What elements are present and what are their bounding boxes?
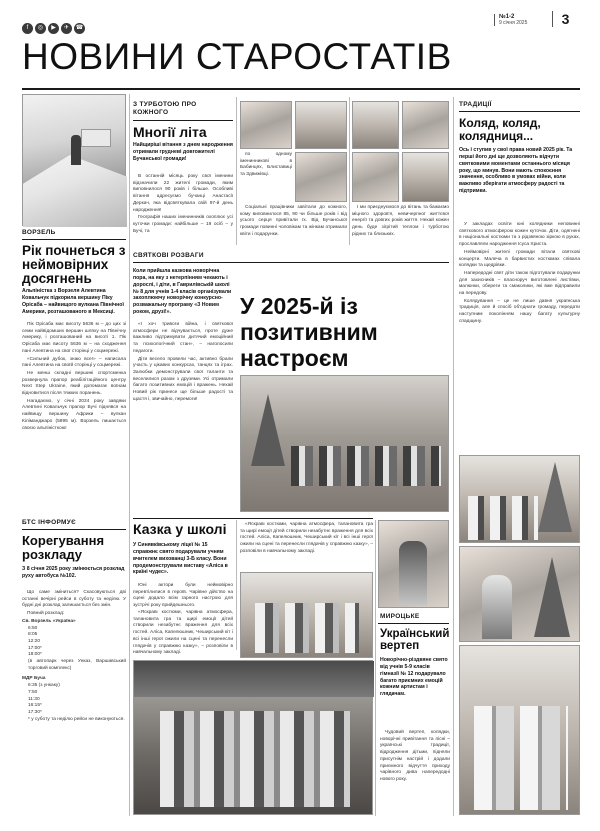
vertep-photo-1 (378, 520, 449, 608)
page-number: 3 (552, 11, 578, 27)
lead-traditions: Ось і ступив у свої права новий 2025 рік. Та перші його дні ще дозволяють відчути святковими моментами останнього місяця року, що минув. Вони мають спокоєння значення, особливо в умовах війни, коли важливо зберігати атмосферу радості та підтримки. (459, 147, 573, 195)
schedule-b-title: МДР Буча (22, 676, 46, 682)
schedule-time: 6:50 (28, 625, 38, 631)
mountain-climber-photo (22, 94, 126, 226)
header-rule (22, 88, 580, 90)
elder-photo-1 (240, 101, 292, 149)
column-divider (375, 520, 376, 816)
elder-photo-2 (295, 101, 347, 149)
snow-peak (23, 155, 127, 227)
paragraph: Пік Орісаба має висоту 5636 м – до цих зі семи найвідомших вершин шляху на Північну Америку, і розташований на висоті 1. Пік Орісаба має висоту 5636 м – на сходження пані Алевтина на свої сторінці у соцмережі. (22, 322, 126, 354)
paragraph: І ми приєднуємося до вітань та бажаємо міцного здоров'я, невичерпної життєвої енергії та довгих років життя. Нехай кожен день буде зігрітий теплом і турботою рідних та близьких. (352, 205, 449, 237)
section-rule (133, 518, 373, 519)
body-care-col1 (133, 174, 233, 236)
christmas-tree (251, 394, 285, 466)
social-icons-row (22, 16, 87, 34)
headline-myrotske: Український вертеп (380, 628, 450, 653)
headline-holiday: У 2025-й із позитивним настроєм (240, 293, 378, 371)
viber-icon[interactable]: ☎ (74, 23, 85, 34)
alice-play-photo-2 (133, 660, 373, 815)
body-school (133, 583, 233, 611)
elder-photo-4 (352, 101, 399, 149)
schedule-time: 7:50 (28, 689, 38, 695)
issue-number: №1-2 (499, 14, 515, 20)
schedule-time: 8:05 (28, 632, 38, 638)
body-btc (22, 590, 126, 723)
actors-row (255, 603, 359, 653)
carolers-photo-1 (459, 455, 580, 543)
section-rule (22, 529, 126, 530)
body-school-b (133, 610, 233, 654)
lead-vorzel: Альпіністка з Ворзеля Алевтина Ковальчук підкорила вершину Піку Орісаба – найвищого вулкана Північної Америки, розташованого в Мексиці. (22, 288, 124, 315)
page-title: НОВИНИ СТАРОСТАТІВ (22, 36, 452, 77)
carolers-photo-3 (459, 645, 580, 815)
schedule-time: 17:30* (28, 709, 42, 715)
paragraph: Чудовий вертеп, колядки, новорічні привітання та пісні – українські традиції, відродження дітьми, підняли присутнім настрій і додали приємного відчуття приходу чарівного дива напередодні нового року. (380, 730, 450, 782)
headline-care: Многії літа (133, 124, 207, 140)
flag (81, 129, 111, 147)
body-vorzel (22, 322, 126, 433)
schedule-time: 12:20 (28, 638, 41, 644)
issue-box (494, 14, 542, 26)
lead-myrotske: Новорічно-різдвяне свято від учнів 5-9 класів гімназії № 12 подарувало багато приємних емоцій кожним артистам і глядачам. (380, 657, 448, 698)
carolers-group (468, 496, 538, 540)
elder-photo-7 (402, 152, 449, 202)
elder-photo-5 (402, 101, 449, 149)
actors-group (160, 711, 350, 807)
lead-care: Найщиріші вітання з днем народження отримали грудневі довгожителі Бучанської громади! (133, 142, 233, 162)
issue-date: 9 січня 2025 (499, 20, 528, 26)
section-rule (133, 120, 233, 121)
paragraph: по одному іменинникові в Бабинцях, Блиставиці та Здвижівці. (240, 152, 292, 178)
elder-photo-3 (295, 152, 347, 202)
paragraph: Не менш складні вершині спортсменка розвернула прапор реабілітаційного центру Next Step Ukraine, який допомагає воїнам відновитися після тяжких поранень. (22, 370, 126, 397)
headline-btc: Корегування розкладу (22, 533, 105, 562)
schedule-time: 6:35 (з ункаку) (28, 683, 60, 689)
curtain (134, 661, 374, 697)
schedule-time: 16:15* (28, 703, 42, 709)
column-divider (453, 97, 454, 816)
paragraph: «Яскраві костюми, чарівна атмосфера, талановита гра та щирі емоції дітей створили незабутнє враження для всіх гостей. Аліса, Капелюшник, Чеширський кіт і всі інші герої ожили на сцені та перенесли глядачів у справжню казку», – розповіли в навчальному закладі. (133, 610, 233, 654)
paragraph: Соціальні працівники завітали до кожного, кому виповнилося 85, 90 чи більше років і від усього серця привітали їх. Від Бучанської громади повинні чоловікам та жінкам отримали квіти і подарунки. (240, 205, 347, 237)
headline-school: Казка у школі (133, 521, 227, 537)
costumed-child (399, 541, 427, 605)
section-label-traditions: ТРАДИЦІЇ (459, 101, 492, 108)
paragraph: Неймовірні жителі громади вітали святкові концерти. Малеча в барвистих костюмах співала колядки та щедрівки. (459, 249, 580, 269)
paragraph: У закладах освіти юні колядники неповинні святкового атмосферою кожен куточок. Діти, одягнені в національні костюми та з рідзвяною зіркою в руках, прославляли народження Ісуса Христа. (459, 222, 580, 248)
paragraph: Юні актори були неймовірно перевтілилися в героїв. Чарівне дійство на сцені додало всім гарного настрою для зустрічі року прийдешнього. (133, 583, 233, 609)
schedule-a-title: Св. Ворзель «Україна» (22, 618, 76, 624)
alice-play-photo-1 (240, 572, 373, 658)
section-rule (378, 623, 449, 624)
paragraph: Колядування – це не лише давня українська традиція, але й спосіб об'єднати громаду, передати наступним поколінням нашу багату культурну спадщину. (459, 298, 580, 324)
girls-in-dresses (474, 706, 568, 810)
column-divider (236, 520, 237, 650)
paragraph: «Яскраві костюми, чарівна атмосфера, талановита гра та щирі емоції дітей створили незабутнє враження для всіх гостей. Аліса, Капелюшник, Чеширський кіт і всі інші герої ожили на сцені та перенесли глядачів у справжню казку», – розповіли в навчальному закладі. (240, 522, 373, 554)
paragraph: Географія наших іменинників охоплює усі куточки громади: найбільше – 19 осіб – у Бучі, та (133, 215, 233, 234)
paragraph: Повний розклад: (27, 611, 65, 617)
schedule-note: (в автопарк через Унказ, Варшавський торговий комплекс) (28, 659, 126, 671)
tree-shape (538, 462, 572, 532)
lead-school: У Синявківському ліцеї № 15 справжнє свято подарували учням вчителем вихованці 3-Б класу. Вони продемонстрували виставу «Аліса в країні чудес». (133, 542, 228, 576)
body-school-col2 (240, 522, 373, 568)
column-divider (349, 97, 350, 245)
body-holiday (133, 322, 233, 404)
lead-btc: З 8 січня 2025 року змінюється розклад руху автобуса №102. (22, 566, 125, 579)
headline-traditions: Коляд, коляд, колядниця... (459, 116, 541, 143)
schedule-time: 11:30 (28, 696, 40, 702)
telegram-icon[interactable]: ✈ (61, 23, 72, 34)
climber-figure (71, 135, 81, 165)
column-divider (129, 94, 130, 816)
paragraph: Напередодні свят діти також підготували подарунки для захисників – власноруч виготовлені листівки, малюнки, обереги та смаколики, які вже відправили на передову. (459, 270, 580, 297)
instagram-icon[interactable]: ◎ (35, 23, 46, 34)
section-label-myrotske: МИРОЦЬКЕ (380, 613, 420, 620)
body-traditions (459, 222, 580, 327)
section-label-care: З ТУРБОТОЮ ПРО КОЖНОГО (133, 101, 197, 117)
red-tree (534, 557, 570, 637)
section-label-vorzel: ВОРЗЕЛЬ (22, 229, 56, 236)
paragraph: «І хоч тривоги війна, і святкової атмосфери не відчувається, проте дуже важливо підтримувати дитячий емоційний та психологічний стан», – наголосили педагоги. (133, 322, 233, 354)
child-in-costume (482, 575, 512, 639)
paragraph: Що саме зміниться? Скасовуються дві останні вечірні рейси в суботу та неділю. У будні дні розклад залишається без змін. (22, 590, 126, 609)
paragraph: Нагадаємо, у січні 2024 року завдяки Алевтині Ковальчук прапор Бучі піднявся на найвищу вершину Африки – вулкан Кіліманджаро (5895 м). Ворзель пишається своєю альпіністкою! (22, 398, 126, 431)
schedule-note: * у суботу та неділю рейси не виконуються. (28, 716, 125, 722)
section-label-holiday: СВЯТКОВІ РОЗВАГИ (133, 252, 204, 259)
body-care-col2 (240, 152, 292, 180)
section-rule (459, 111, 580, 112)
paragraph: В останній місяць року свої іменини відзначили 22 жителі громади, яким виповнилося 90 років і більше. Особливі вітання адресуємо бучанці Анастасії Деркач, яка відсвяткувала свій 97-й день народження! (133, 174, 233, 213)
column-divider (236, 97, 237, 245)
body-care-col2b (240, 205, 347, 240)
paragraph: Діти весело провели час, активно брали участь у цікавих конкурсах, танцях та іграх. Залюбки демонстрували свої таланти та веселилися разом з друзями. Усі отримали багато позитивних емоцій і вражень. Нехай Новий рік принесе ще більше радості та щастя і, звичайно, перемоги! (133, 356, 233, 402)
section-label-btc: БТС ІНФОРМУЄ (22, 519, 77, 526)
section-rule (22, 239, 126, 240)
section-rule (133, 262, 449, 263)
elder-photo-6 (352, 152, 399, 202)
body-myrotske (380, 730, 450, 785)
headline-vorzel: Рік почнеться з неймовірних досягнень (22, 243, 126, 287)
facebook-icon[interactable]: f (22, 23, 33, 34)
youtube-icon[interactable]: ▶ (48, 23, 59, 34)
school-party-photo (240, 375, 449, 512)
schedule-time: 18:00* (28, 652, 42, 658)
paragraph: «Сильний дубок, знаю все!» – написала пані Алевтина на своїй сторінці у соцмережі. (22, 356, 126, 369)
schedule-time: 17:00* (28, 645, 42, 651)
lead-holiday: Коли прийшла казкова новорічна пора, на яку з нетерпінням чекають і дорослі, і діти, в Гаврилівській школі № 8 для учнів 1-4 класів організували захоплюючу новорічну конкурсно-розважальну програму «З Новим роком, друзі!». (133, 268, 232, 316)
body-care-col3 (352, 205, 449, 240)
children-row (291, 446, 441, 486)
carolers-photo-2 (459, 546, 580, 642)
